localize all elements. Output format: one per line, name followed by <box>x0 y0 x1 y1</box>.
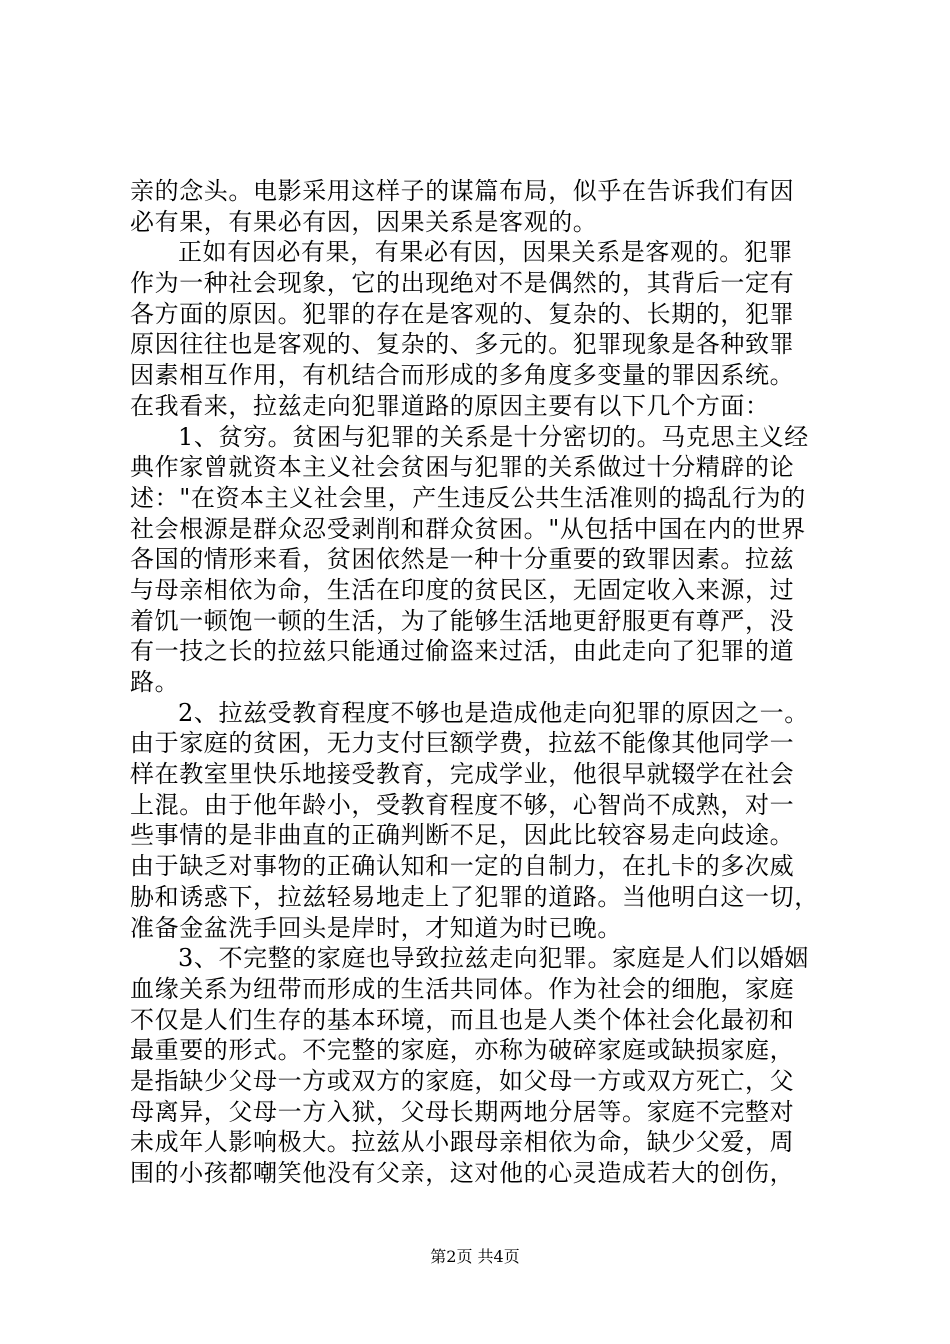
text-line: 典作家曾就资本主义社会贫困与犯罪的关系做过十分精辟的论 <box>130 453 795 482</box>
text-line: 各国的情形来看，贫困依然是一种十分重要的致罪因素。拉兹 <box>130 545 795 574</box>
text-line: 各方面的原因。犯罪的存在是客观的、复杂的、长期的，犯罪 <box>130 299 795 328</box>
paragraph-start-line: 2、拉兹受教育程度不够也是造成他走向犯罪的原因之一。 <box>178 698 809 727</box>
text-line: 原因往往也是客观的、复杂的、多元的。犯罪现象是各种致罪 <box>130 330 795 359</box>
paragraph-start-line: 1、贫穷。贫困与犯罪的关系是十分密切的。马克思主义经 <box>178 422 809 451</box>
text-line: 准备金盆洗手回头是岸时，才知道为时已晚。 <box>130 913 622 942</box>
paragraph-start-line: 3、不完整的家庭也导致拉兹走向犯罪。家庭是人们以婚姻 <box>178 944 809 973</box>
page-footer <box>0 1244 950 1267</box>
text-line: 上混。由于他年龄小，受教育程度不够，心智尚不成熟，对一 <box>130 790 795 819</box>
text-line: 有一技之长的拉兹只能通过偷盗来过活，由此走向了犯罪的道 <box>130 637 795 666</box>
text-line: 必有果，有果必有因，因果关系是客观的。 <box>130 207 598 236</box>
text-line: 不仅是人们生存的基本环境，而且也是人类个体社会化最初和 <box>130 1005 795 1034</box>
text-line: 述："在资本主义社会里，产生违反公共生活准则的捣乱行为的 <box>130 483 806 512</box>
text-line: 因素相互作用，有机结合而形成的多角度多变量的罪因系统。 <box>130 361 795 390</box>
text-line: 由于缺乏对事物的正确认知和一定的自制力，在扎卡的多次威 <box>130 852 795 881</box>
text-line: 着饥一顿饱一顿的生活，为了能够生活地更舒服更有尊严，没 <box>130 606 795 635</box>
text-line: 母离异，父母一方入狱，父母长期两地分居等。家庭不完整对 <box>130 1097 795 1126</box>
text-line: 血缘关系为纽带而形成的生活共同体。作为社会的细胞，家庭 <box>130 974 795 1003</box>
text-line: 胁和诱惑下，拉兹轻易地走上了犯罪的道路。当他明白这一切， <box>130 882 819 911</box>
text-line: 路。 <box>130 668 180 696</box>
text-line: 亲的念头。电影采用这样子的谋篇布局，似乎在告诉我们有因 <box>130 177 795 205</box>
paragraph-start-line: 正如有因必有果，有果必有因，因果关系是客观的。犯罪 <box>178 238 793 267</box>
page-indicator: 第2页 共4页 <box>430 1247 520 1266</box>
body-text <box>130 176 820 1189</box>
text-line: 些事情的是非曲直的正确判断不足，因此比较容易走向歧途。 <box>130 821 795 850</box>
text-line: 样在教室里快乐地接受教育，完成学业，他很早就辍学在社会 <box>130 760 795 789</box>
text-line: 未成年人影响极大。拉兹从小跟母亲相依为命，缺少父爱，周 <box>130 1128 795 1157</box>
text-line: 围的小孩都嘲笑他没有父亲，这对他的心灵造成若大的创伤， <box>130 1159 795 1187</box>
text-line: 在我看来，拉兹走向犯罪道路的原因主要有以下几个方面： <box>130 391 770 420</box>
text-line: 是指缺少父母一方或双方的家庭，如父母一方或双方死亡，父 <box>130 1066 795 1095</box>
text-line: 由于家庭的贫困，无力支付巨额学费，拉兹不能像其他同学一 <box>130 729 795 758</box>
text-line: 作为一种社会现象，它的出现绝对不是偶然的，其背后一定有 <box>130 269 795 298</box>
text-line: 社会根源是群众忍受剥削和群众贫困。"从包括中国在内的世界 <box>130 514 806 543</box>
text-line: 最重要的形式。不完整的家庭，亦称为破碎家庭或缺损家庭， <box>130 1036 795 1065</box>
text-line: 与母亲相依为命，生活在印度的贫民区，无固定收入来源，过 <box>130 575 795 604</box>
